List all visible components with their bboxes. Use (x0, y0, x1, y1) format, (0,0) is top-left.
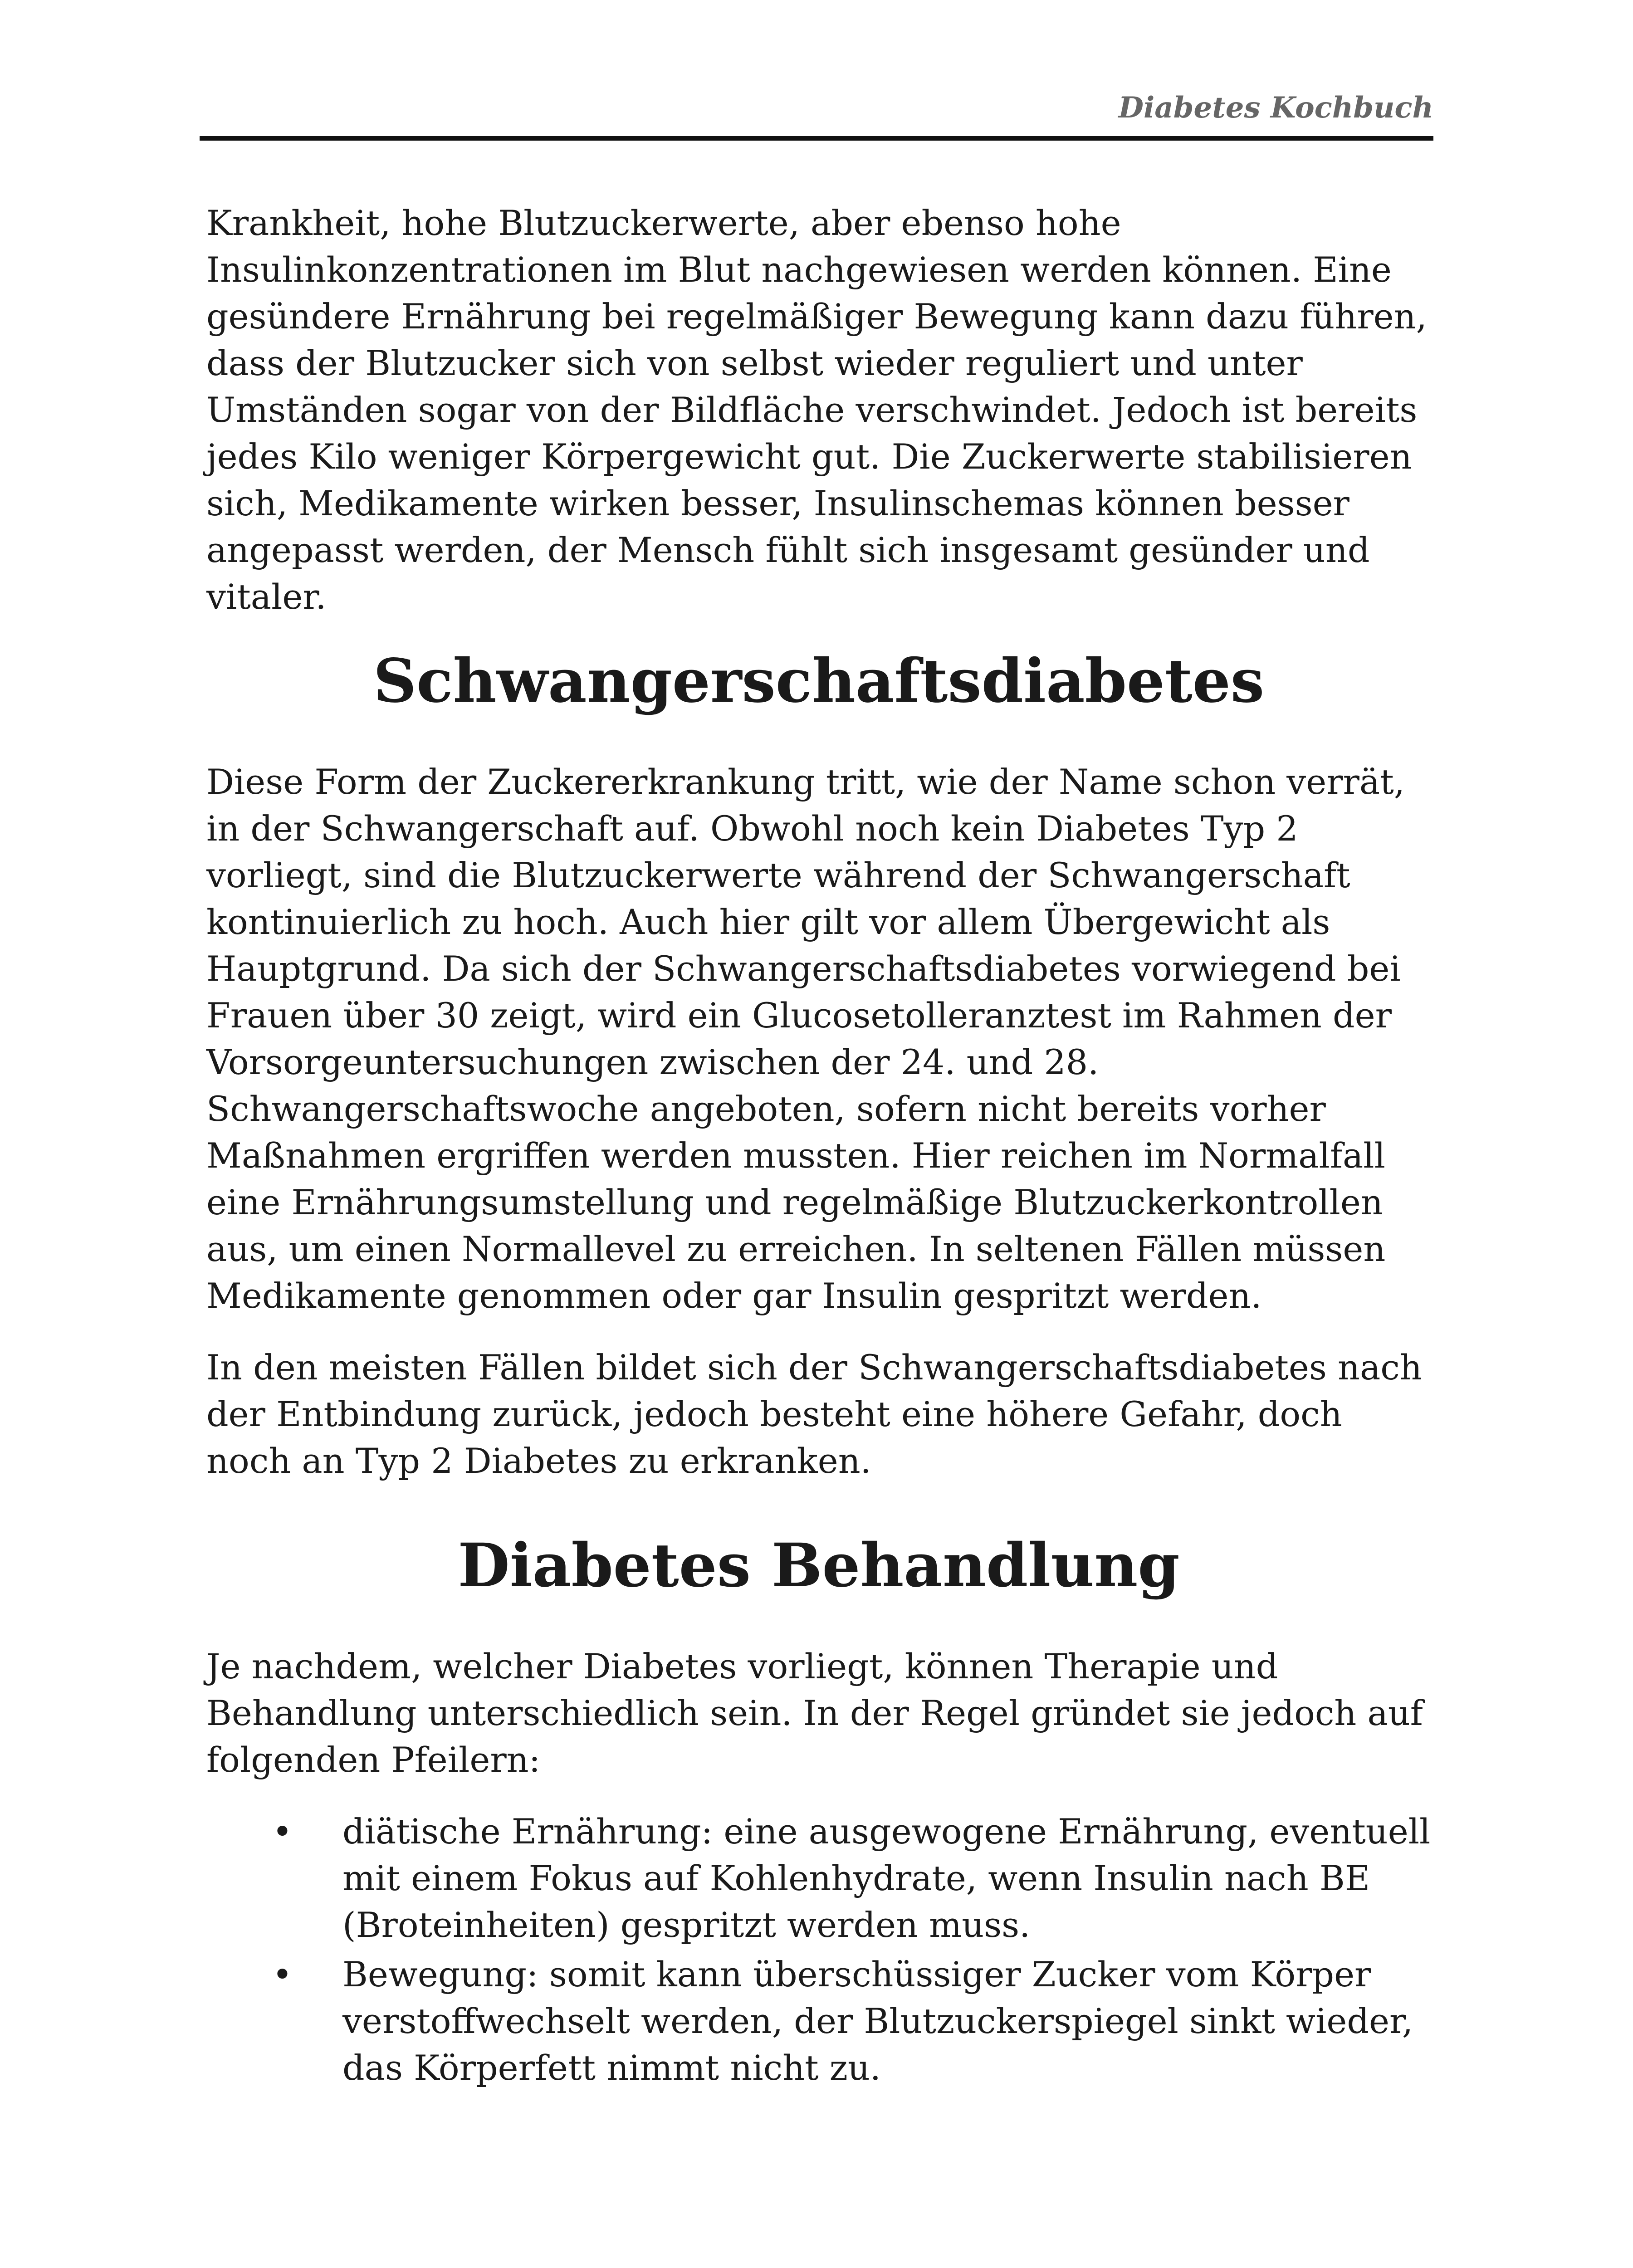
section-heading-diabetes-behandlung: Diabetes Behandlung (458, 1530, 1180, 1601)
section-heading-schwangerschaftsdiabetes: Schwangerschaftsdiabetes (373, 646, 1265, 716)
section2-paragraph-1: Je nachdem, welcher Diabetes vorliegt, können Therapie und Behandlung unterschiedlich sein. In der Regel gründet sie jedoch auf folgenden Pfeilern: (206, 1646, 1423, 1780)
bullet-text: Bewegung: somit kann überschüssiger Zucker vom Körper verstoffwechselt werden, der Blutzuckerspiegel sinkt wieder, das Körperfett nimmt nicht zu. (342, 1954, 1413, 2088)
bullet-text: diätische Ernährung: eine ausgewogene Ernährung, eventuell mit einem Fokus auf Kohlenhydrate, wenn Insulin nach BE (Broteinheiten) gespritzt werden muss. (342, 1811, 1431, 1945)
treatment-bullet-list (206, 1808, 1431, 2091)
intro-paragraph: Krankheit, hohe Blutzuckerwerte, aber ebenso hohe Insulinkonzentrationen im Blut nachgewiesen werden können. Eine gesündere Ernährung bei regelmäßiger Bewegung kann dazu führen, dass der Blutzucker sich von selbst wieder reguliert und unter Umständen sogar von der Bildfläche verschwindet. Jedoch ist bereits jedes Kilo weniger Körpergewicht gut. Die Zuckerwerte stabilisieren sich, Medikamente wirken besser, Insulinschemas können besser angepasst werden, der Mensch fühlt sich insgesamt gesünder und vitaler. (206, 203, 1427, 617)
list-item (206, 1808, 1431, 1948)
section1-paragraph-2: In den meisten Fällen bildet sich der Schwangerschaftsdiabetes nach der Entbindung zurück, jedoch besteht eine höhere Gefahr, doch noch an Typ 2 Diabetes zu erkranken. (206, 1347, 1422, 1481)
header-rule (200, 136, 1433, 141)
page-content (206, 200, 1431, 2094)
bullet-icon: • (272, 1811, 293, 1852)
running-header-title: Diabetes Kochbuch (1118, 91, 1433, 125)
bullet-icon: • (272, 1954, 293, 1994)
list-item (206, 1951, 1431, 2091)
section1-paragraph-1: Diese Form der Zuckererkrankung tritt, wie der Name schon verrät, in der Schwangerschaft auf. Obwohl noch kein Diabetes Typ 2 vorliegt, sind die Blutzuckerwerte während der Schwangerschaft kontinuierlich zu hoch. Auch hier gilt vor allem Übergewicht als Hauptgrund. Da sich der Schwangerschaftsdiabetes vorwiegend bei Frauen über 30 zeigt, wird ein Glucosetolleranztest im Rahmen der Vorsorgeuntersuchungen zwischen der 24. und 28. Schwangerschaftswoche angeboten, sofern nicht bereits vorher Maßnahmen ergriffen werden mussten. Hier reichen im Normalfall eine Ernährungsumstellung und regelmäßige Blutzuckerkontrollen aus, um einen Normallevel zu erreichen. In seltenen Fällen müssen Medikamente genommen oder gar Insulin gespritzt werden. (206, 762, 1405, 1316)
